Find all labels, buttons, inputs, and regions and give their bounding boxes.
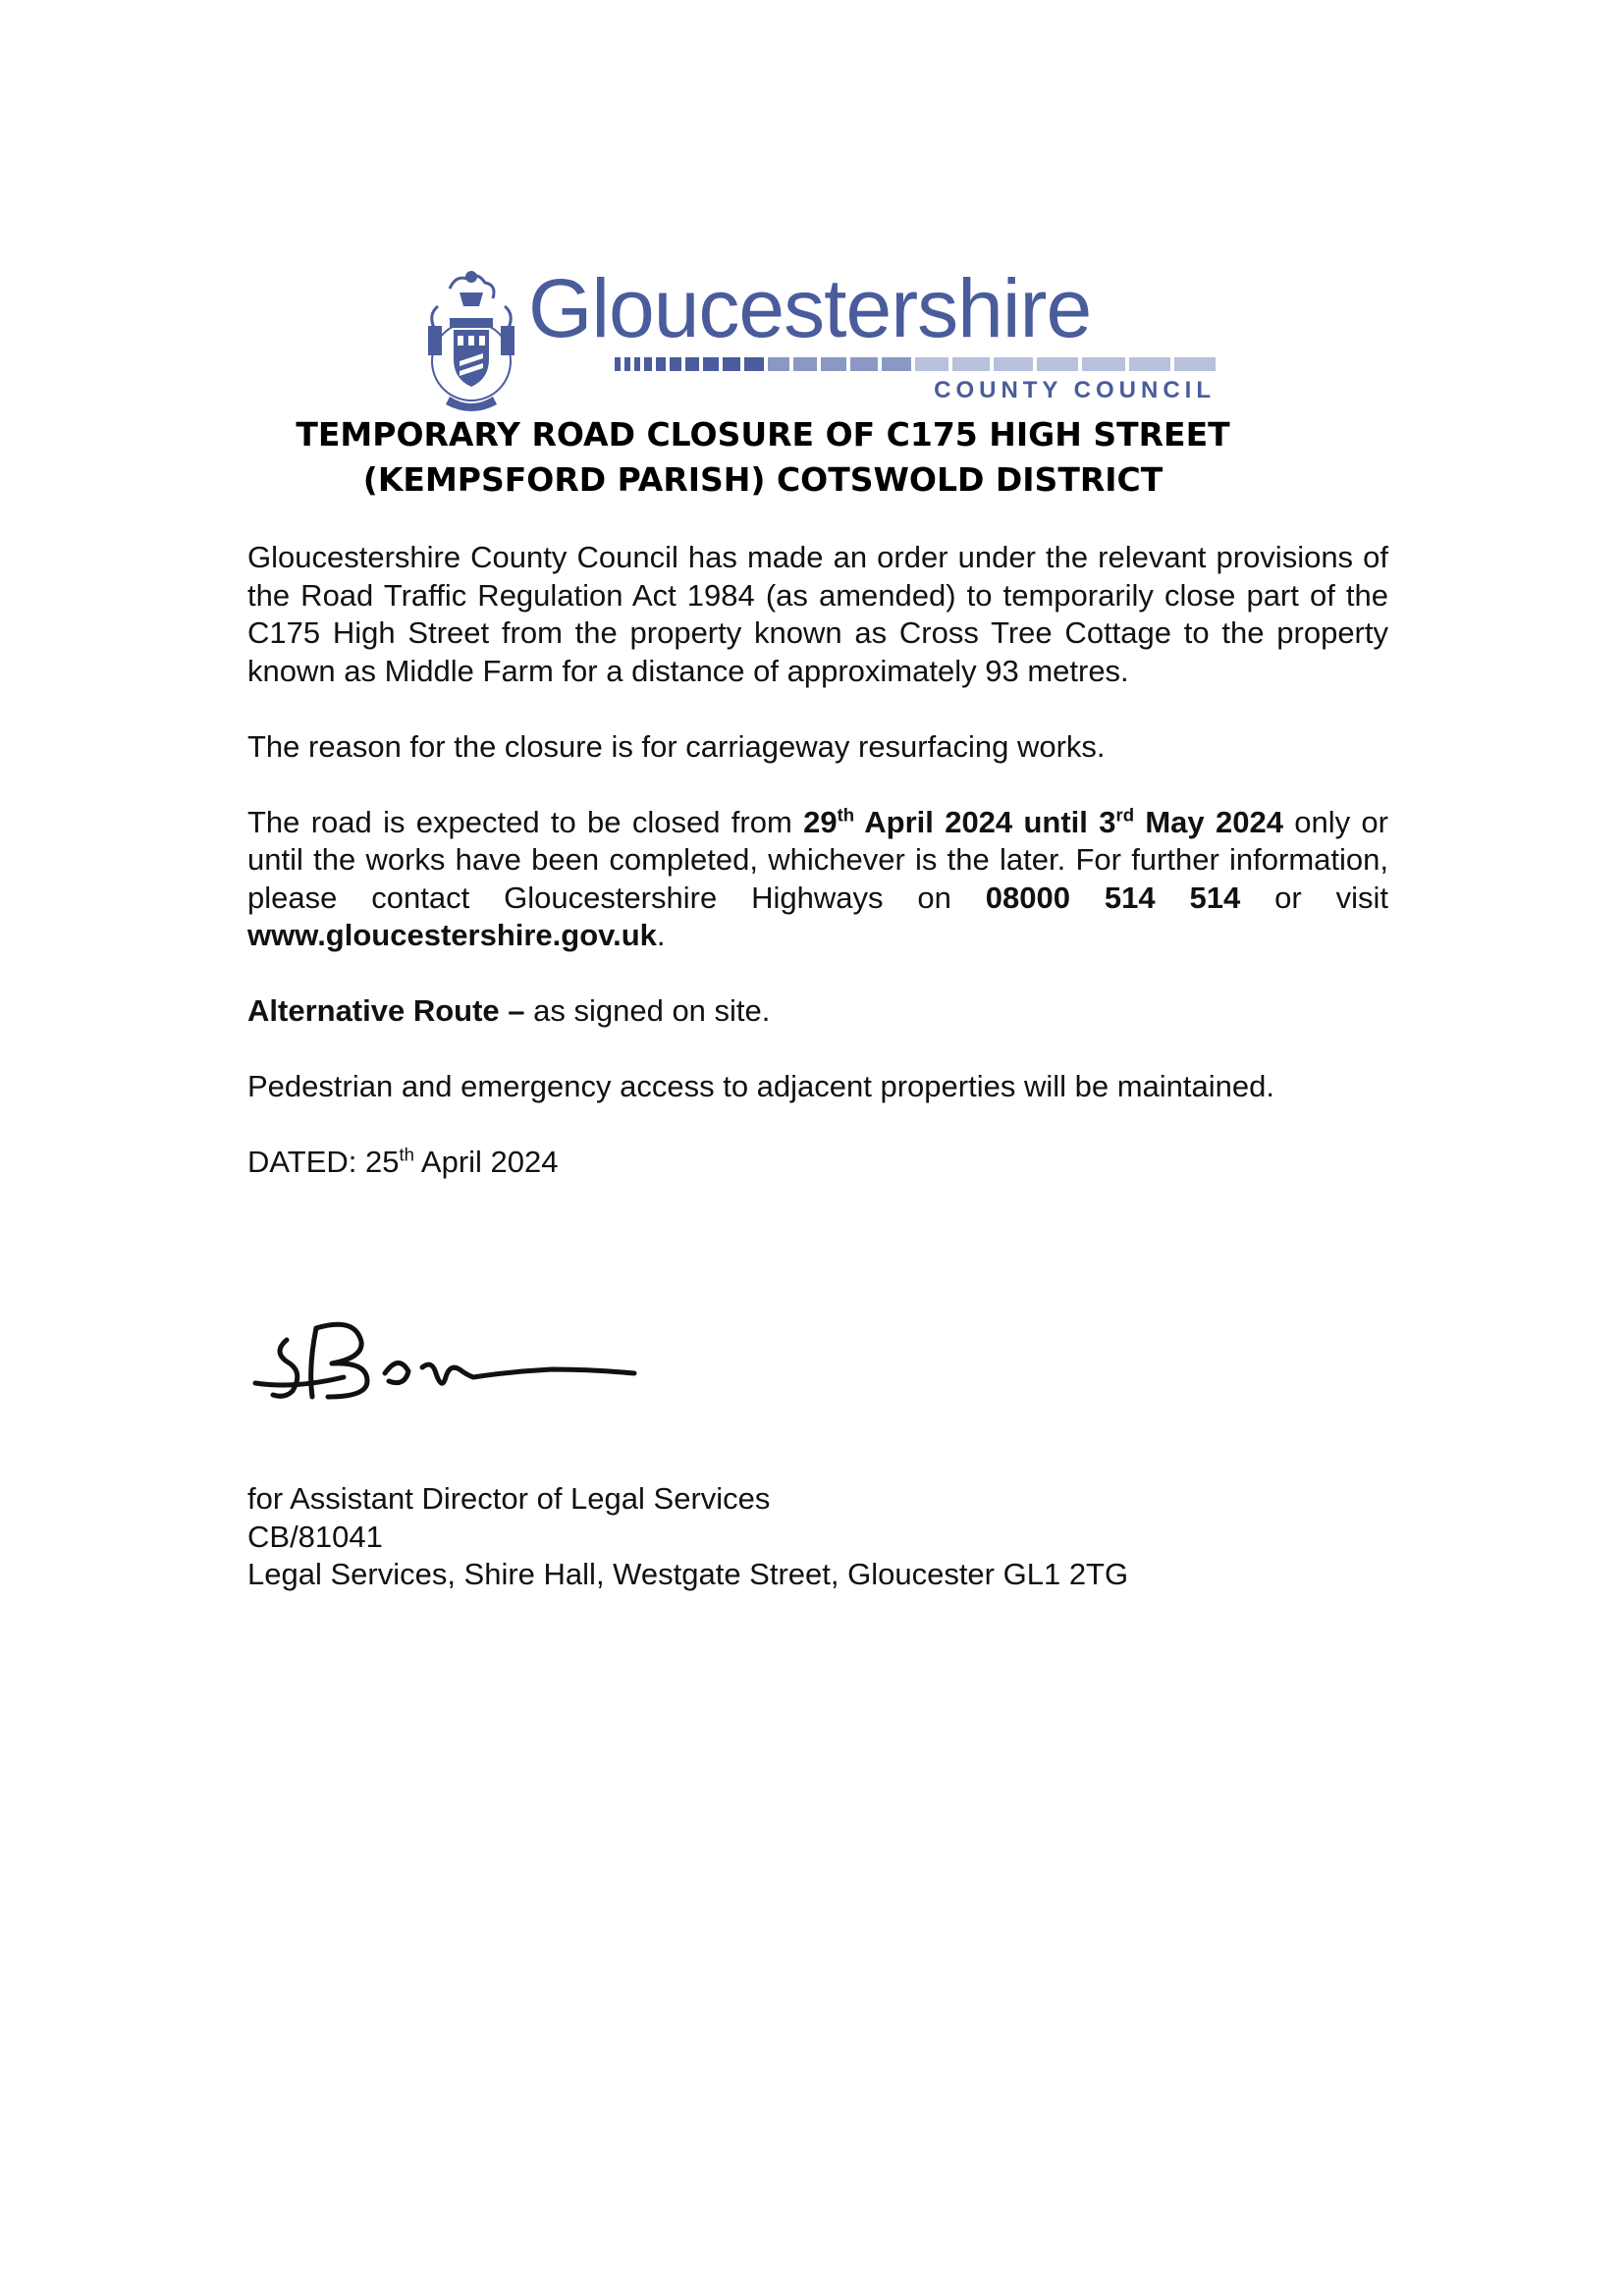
end-rest: May 2024 xyxy=(1134,804,1283,839)
dates-intro: The road is expected to be closed from xyxy=(247,804,804,839)
start-suffix: th xyxy=(837,804,855,826)
end-suffix: rd xyxy=(1115,804,1135,826)
council-logo xyxy=(420,262,1216,414)
logo-wordmark: Gloucestershire xyxy=(528,262,1092,354)
logo-bar-strip xyxy=(615,357,1216,371)
signature-block xyxy=(247,1480,1388,1594)
start-rest: April 2024 until 3 xyxy=(854,804,1116,839)
notice-heading xyxy=(247,412,1278,503)
dated-label: DATED: 25 xyxy=(247,1145,400,1179)
closure-dates xyxy=(803,805,1283,839)
handwritten-signature xyxy=(247,1310,699,1409)
dates-visit: or visit xyxy=(1240,880,1389,915)
alternative-route-label: Alternative Route – xyxy=(247,993,525,1028)
alternative-route-text: as signed on site. xyxy=(524,993,771,1028)
council-crest-icon xyxy=(420,267,522,414)
dated-suffix: th xyxy=(399,1144,414,1165)
start-day: 29 xyxy=(803,804,838,839)
website-link[interactable]: www.gloucestershire.gov.uk xyxy=(247,918,657,952)
signatory-role: for Assistant Director of Legal Services xyxy=(247,1481,771,1516)
heading-line-1: TEMPORARY ROAD CLOSURE OF C175 HIGH STREET xyxy=(296,415,1230,454)
dates-end: . xyxy=(656,918,666,952)
heading-line-2: (KEMPSFORD PARISH) COTSWOLD DISTRICT xyxy=(362,460,1164,499)
alternative-route-paragraph xyxy=(247,992,1388,1031)
dates-middle: only or until the works have been completed, whichever is the later. For further information, please contact Gloucestershire Highways on xyxy=(247,804,1388,915)
phone-number: 08000 514 514 xyxy=(985,880,1241,915)
access-paragraph: Pedestrian and emergency access to adjacent properties will be maintained. xyxy=(247,1069,1274,1103)
logo-subtitle: COUNTY COUNCIL xyxy=(934,377,1216,403)
order-paragraph: Gloucestershire County Council has made an order under the relevant provisions of the Road Traffic Regulation Act 1984 (as amended) to temporarily close part of the C175 High Street from the property known as Cross Tree Cottage to the property known as Middle Farm for a distance of approximately 93 metres. xyxy=(247,540,1388,688)
reason-paragraph: The reason for the closure is for carriageway resurfacing works. xyxy=(247,728,1106,764)
dated-rest: April 2024 xyxy=(414,1145,559,1179)
dated-line xyxy=(247,1144,1388,1182)
dates-paragraph xyxy=(247,804,1388,955)
reference-code: CB/81041 xyxy=(247,1519,383,1554)
address-line: Legal Services, Shire Hall, Westgate Street, Gloucester GL1 2TG xyxy=(247,1557,1129,1591)
notice-body xyxy=(247,539,1388,1219)
